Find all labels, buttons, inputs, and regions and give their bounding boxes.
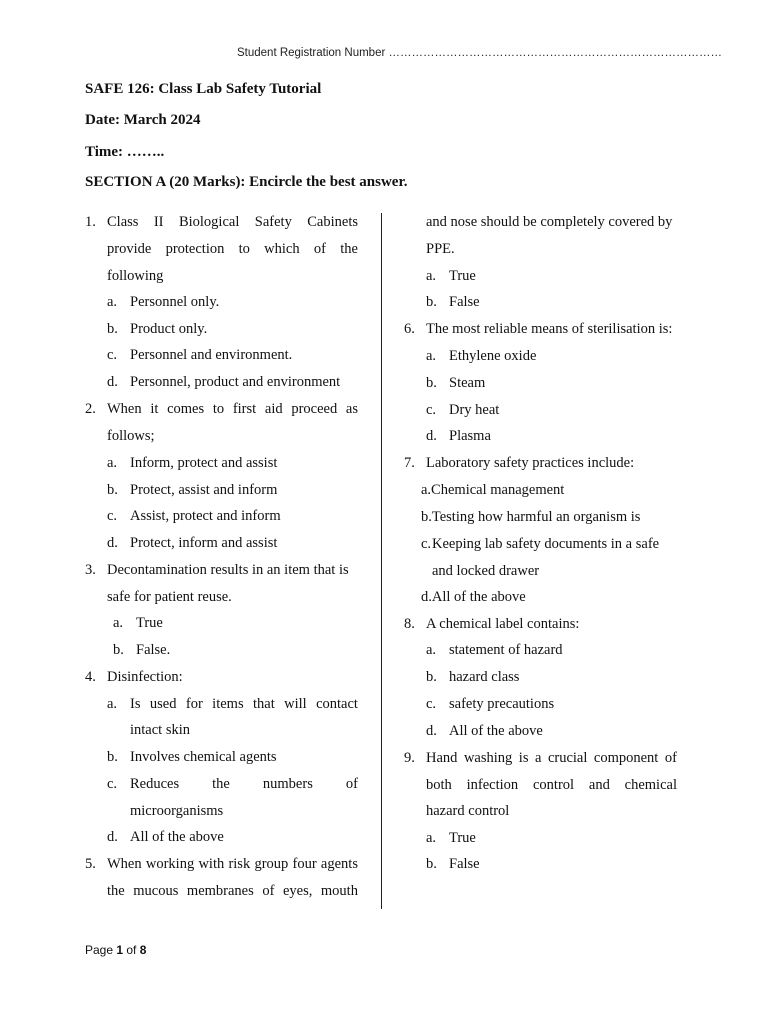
question-5-option-b[interactable]: b.	[426, 294, 437, 310]
question-2-option-a[interactable]: a.	[107, 455, 118, 471]
question-9-option-a[interactable]: a.	[426, 830, 437, 846]
question-3-option-b[interactable]: b.	[113, 642, 124, 658]
question-4-option-a[interactable]: a.	[107, 696, 118, 712]
question-7-option-c-text[interactable]: Keeping lab safety documents in a safe	[432, 536, 660, 552]
question-7-option-a[interactable]: a.Chemical management	[421, 482, 565, 498]
question-9-option-b-text[interactable]: False	[449, 856, 480, 872]
question-8-number: 8.	[404, 616, 415, 632]
exam-date: Date: March 2024	[85, 112, 201, 128]
question-8-line-1: A chemical label contains:	[426, 616, 580, 632]
page-total: 8	[139, 943, 147, 957]
question-4-option-c[interactable]: c.	[107, 776, 118, 792]
question-2-option-d[interactable]: d.	[107, 535, 118, 551]
question-9-line-3: hazard control	[426, 803, 510, 819]
question-4-option-d[interactable]: d.	[107, 829, 118, 845]
question-4-option-b[interactable]: b.	[107, 749, 118, 765]
question-3-option-b-text[interactable]: False.	[136, 642, 171, 658]
question-1-line-1: Class II Biological Safety Cabinets	[107, 214, 358, 230]
question-3-option-a-text[interactable]: True	[136, 615, 163, 631]
question-6-option-a[interactable]: a.	[426, 348, 437, 364]
question-9-option-b[interactable]: b.	[426, 856, 437, 872]
question-8-option-d[interactable]: d.	[426, 723, 437, 739]
question-2-number: 2.	[85, 401, 96, 417]
question-2-option-c-text[interactable]: Assist, protect and inform	[130, 508, 281, 524]
question-6-option-b[interactable]: b.	[426, 375, 437, 391]
question-4-option-a-text[interactable]: Is used for items that will contact	[130, 696, 358, 712]
question-6-option-b-text[interactable]: Steam	[449, 375, 486, 391]
question-2-option-b-text[interactable]: Protect, assist and inform	[130, 482, 278, 498]
page-of: of	[123, 943, 140, 957]
page-number: 1	[116, 943, 124, 957]
question-6-line-1: The most reliable means of sterilisation is:	[426, 321, 673, 337]
question-6-option-a-text[interactable]: Ethylene oxide	[449, 348, 537, 364]
question-4-number: 4.	[85, 669, 96, 685]
question-4-option-c-cont[interactable]: microorganisms	[130, 803, 224, 819]
question-7-option-c-cont[interactable]: and locked drawer	[432, 563, 540, 579]
question-2-option-c[interactable]: c.	[107, 508, 118, 524]
question-1-option-b[interactable]: b.	[107, 321, 118, 337]
question-6-option-d[interactable]: d.	[426, 428, 437, 444]
question-4-option-a-cont[interactable]: intact skin	[130, 722, 191, 738]
question-1-number: 1.	[85, 214, 96, 230]
question-7-option-d[interactable]: d.All of the above	[421, 589, 526, 605]
question-6-option-c[interactable]: c.	[426, 402, 437, 418]
question-2-option-d-text[interactable]: Protect, inform and assist	[130, 535, 278, 551]
question-1-option-a[interactable]: a.	[107, 294, 118, 310]
question-6-option-c-text[interactable]: Dry heat	[449, 402, 500, 418]
question-8-option-a[interactable]: a.	[426, 642, 437, 658]
question-7-option-c[interactable]: c.	[421, 536, 432, 552]
question-3-line-1: Decontamination results in an item that is	[107, 562, 349, 578]
question-5-line-4: PPE.	[426, 241, 455, 257]
question-5-line-1: When working with risk group four agents	[107, 856, 358, 872]
question-5-number: 5.	[85, 856, 96, 872]
question-1-line-3: following	[107, 268, 164, 284]
question-5-option-a[interactable]: a.	[426, 268, 437, 284]
question-2-option-b[interactable]: b.	[107, 482, 118, 498]
question-7-option-b[interactable]: b.Testing how harmful an organism is	[421, 509, 641, 525]
course-title: SAFE 126: Class Lab Safety Tutorial	[85, 81, 322, 97]
question-4-option-b-text[interactable]: Involves chemical agents	[130, 749, 277, 765]
question-8-option-c[interactable]: c.	[426, 696, 437, 712]
question-3-number: 3.	[85, 562, 96, 578]
question-8-option-a-text[interactable]: statement of hazard	[449, 642, 563, 658]
question-1-line-2: provide protection to which of the	[107, 241, 358, 257]
page-footer	[85, 943, 146, 957]
question-4-line-1: Disinfection:	[107, 669, 183, 685]
question-1-option-b-text[interactable]: Product only.	[130, 321, 208, 337]
section-heading: SECTION A (20 Marks): Encircle the best answer.	[85, 174, 408, 190]
question-8-option-b[interactable]: b.	[426, 669, 437, 685]
question-3-option-a[interactable]: a.	[113, 615, 124, 631]
question-3-line-2: safe for patient reuse.	[107, 589, 232, 605]
question-7-line-1: Laboratory safety practices include:	[426, 455, 635, 471]
question-8-option-b-text[interactable]: hazard class	[449, 669, 520, 685]
exam-time: Time: ……..	[85, 144, 165, 160]
question-5-line-2: the mucous membranes of eyes, mouth	[107, 883, 358, 899]
question-1-option-c-text[interactable]: Personnel and environment.	[130, 347, 293, 363]
question-9-number: 9.	[404, 750, 415, 766]
registration-number-line: Student Registration Number ……………………………………………………………………………	[237, 47, 722, 59]
question-1-option-d-text[interactable]: Personnel, product and environment	[130, 374, 341, 390]
question-7-number: 7.	[404, 455, 415, 471]
question-2-line-2: follows;	[107, 428, 155, 444]
question-9-line-1: Hand washing is a crucial component of	[426, 750, 677, 766]
question-2-line-1: When it comes to first aid proceed as	[107, 401, 358, 417]
question-8-option-d-text[interactable]: All of the above	[449, 723, 543, 739]
question-4-option-d-text[interactable]: All of the above	[130, 829, 224, 845]
question-5-line-3: and nose should be completely covered by	[426, 214, 673, 230]
question-5-option-b-text[interactable]: False	[449, 294, 480, 310]
question-6-number: 6.	[404, 321, 415, 337]
question-9-line-2: both infection control and chemical	[426, 777, 677, 793]
question-9-option-a-text[interactable]: True	[449, 830, 476, 846]
question-6-option-d-text[interactable]: Plasma	[449, 428, 491, 444]
question-1-option-c[interactable]: c.	[107, 347, 118, 363]
page-label: Page	[85, 943, 117, 957]
question-2-option-a-text[interactable]: Inform, protect and assist	[130, 455, 278, 471]
question-8-option-c-text[interactable]: safety precautions	[449, 696, 555, 712]
question-1-option-d[interactable]: d.	[107, 374, 118, 390]
question-4-option-c-text[interactable]: Reduces the numbers of	[130, 776, 358, 792]
question-1-option-a-text[interactable]: Personnel only.	[130, 294, 220, 310]
question-5-option-a-text[interactable]: True	[449, 268, 476, 284]
